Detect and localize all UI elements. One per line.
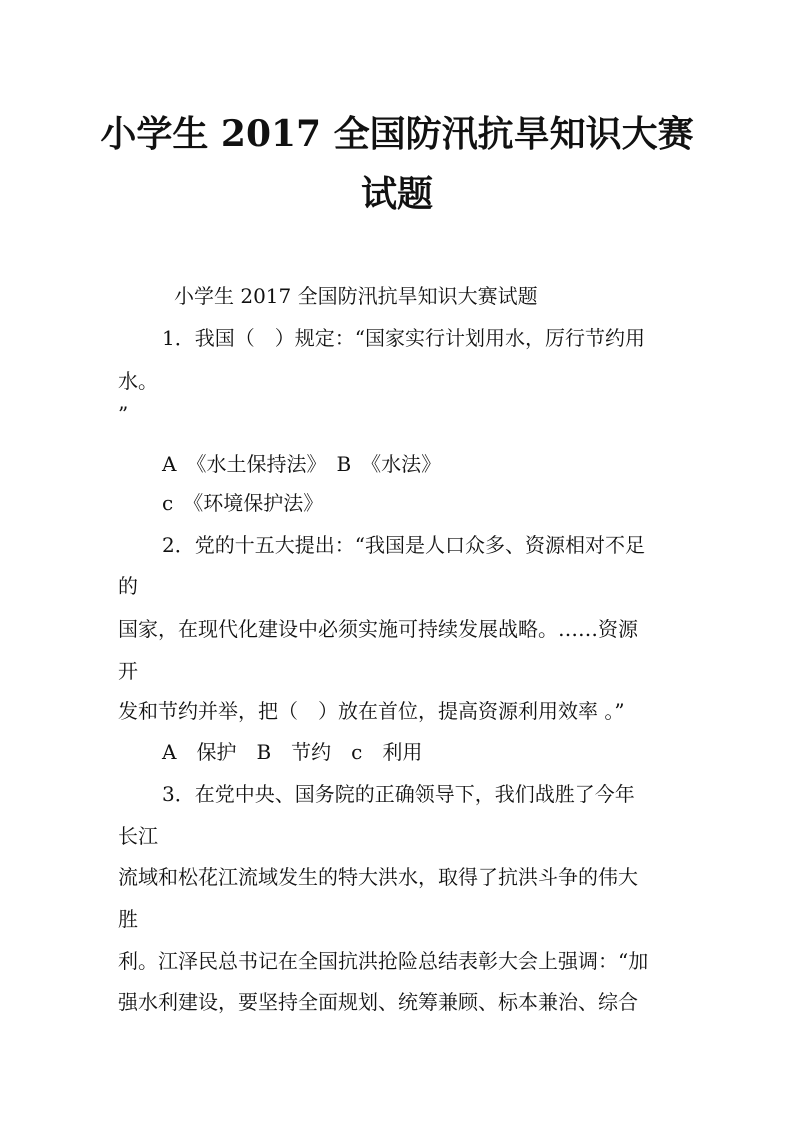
question-2-cont-1: 的	[118, 574, 138, 598]
document-title-line1: 小学生 2017 全国防汛抗旱知识大赛	[100, 113, 694, 155]
question-3-cont-3: 胜	[118, 907, 138, 931]
question-1-options-ab: A 《水土保持法》 B 《水法》	[162, 452, 442, 476]
question-2-cont-2: 国家，在现代化建设中必须实施可持续发展战略。……资源	[118, 617, 638, 641]
question-2-cont-3: 开	[118, 659, 138, 683]
question-3-cont-2: 流域和松花江流域发生的特大洪水，取得了抗洪斗争的伟大	[118, 865, 638, 889]
question-2-options: A 保护 B 节约 c 利用	[162, 740, 423, 764]
question-3-cont-1: 长江	[118, 824, 158, 848]
subtitle-line: 小学生 2017 全国防汛抗旱知识大赛试题	[174, 284, 538, 308]
question-2-cont-4: 发和节约并举，把（ ）放在首位，提高资源利用效率 。”	[118, 699, 625, 723]
question-1-cont: 水。	[118, 369, 158, 393]
question-1-option-c: c 《环境保护法》	[162, 491, 324, 515]
question-1-quote-end: ”	[118, 402, 129, 426]
question-1-line: 1．我国（ ）规定：“国家实行计划用水，厉行节约用	[162, 326, 645, 350]
question-2-line: 2．党的十五大提出：“我国是人口众多、资源相对不足	[162, 533, 645, 557]
question-3-cont-5: 强水利建设，要坚持全面规划、统筹兼顾、标本兼治、综合	[118, 990, 638, 1014]
question-3-line: 3．在党中央、国务院的正确领导下，我们战胜了今年	[162, 782, 635, 806]
document-title-line2: 试题	[360, 173, 433, 215]
question-3-cont-4: 利。江泽民总书记在全国抗洪抢险总结表彰大会上强调：“加	[118, 949, 649, 973]
